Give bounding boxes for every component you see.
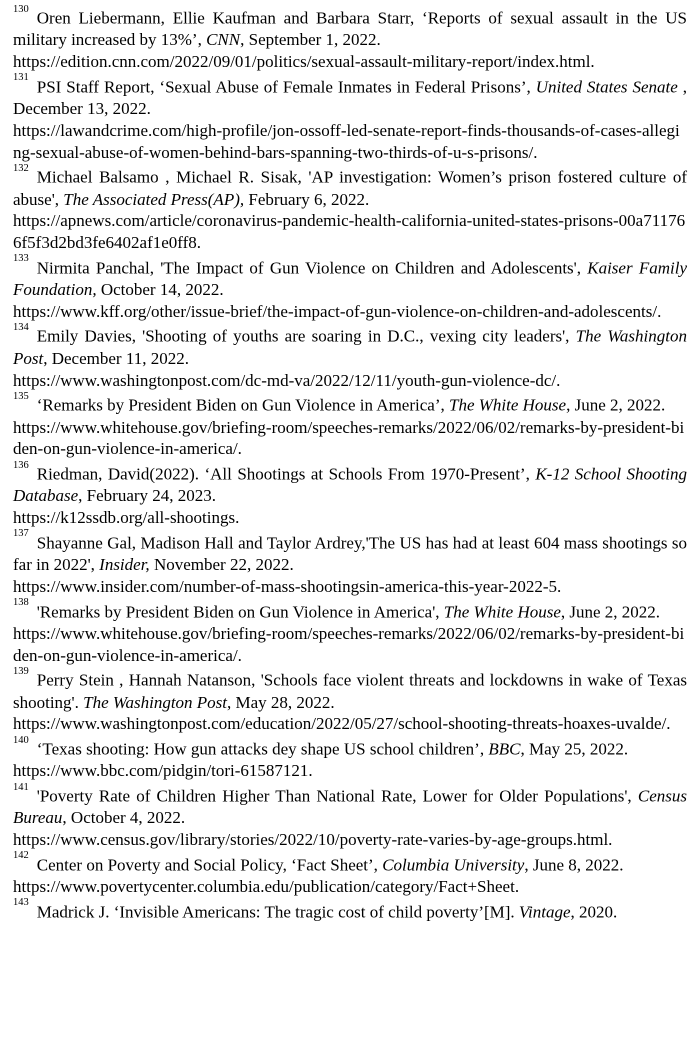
footnote-url: https://lawandcrime.com/high-profile/jon-ossoff-led-senate-report-finds-thousands-of-cases-alleging-sexual-abuse-of-women-behind-bars-spanning-two-thirds-of-u-s-prisons/. xyxy=(13,120,680,162)
citation-text: , May 25, 2022. xyxy=(520,739,629,759)
footnote-url: https://www.whitehouse.gov/briefing-room/speeches-remarks/2022/06/02/remarks-by-president-biden-on-gun-violence-in-america/. xyxy=(13,417,685,459)
citation-source-name: Insider, xyxy=(99,555,150,575)
footnote-entry xyxy=(13,73,687,163)
citation-source-name: Columbia University xyxy=(382,855,525,875)
citation-text: , September 1, 2022. xyxy=(240,30,381,50)
footnote-number: 134 xyxy=(13,321,29,333)
footnote-entry xyxy=(13,460,687,529)
footnote-url: https://apnews.com/article/coronavirus-pandemic-health-california-united-states-prisons-00a711766f5f3d2bd3fe6402af1e0ff8. xyxy=(13,211,686,252)
citation-text: , 2020. xyxy=(570,902,618,922)
citation-text: 'Poverty Rate of Children Higher Than National Rate, Lower for Older Populations', xyxy=(36,786,638,806)
citation-text: , May 28, 2022. xyxy=(227,692,335,712)
footnote-url: https://www.census.gov/library/stories/2022/10/poverty-rate-varies-by-age-groups.html. xyxy=(13,830,613,850)
citation-source-name: United States Senate xyxy=(535,77,678,97)
footnote-text xyxy=(13,322,687,369)
citation-source-name: Vintage xyxy=(518,902,571,922)
footnote-url: https://www.povertycenter.columbia.edu/publication/category/Fact+Sheet. xyxy=(13,877,520,897)
citation-source-name: Kaiser Family Foundation, xyxy=(13,258,687,300)
footnote-url: https://www.insider.com/number-of-mass-shootingsin-america-this-year-2022-5. xyxy=(13,576,562,596)
citation-text: Nirmita Panchal, 'The Impact of Gun Violence on Children and Adolescents', xyxy=(36,258,588,278)
citation-source-name: The Washington Post xyxy=(13,327,687,368)
footnote-text xyxy=(13,4,687,51)
footnote-text xyxy=(13,529,687,576)
footnote-url: https://www.washingtonpost.com/education/2022/05/27/school-shooting-threats-hoaxes-uvalde/. xyxy=(13,714,671,734)
footnote-citation xyxy=(13,465,687,506)
citation-text: February 6, 2022. xyxy=(244,189,370,209)
footnote-number: 140 xyxy=(13,734,29,746)
citation-text: ‘Remarks by President Biden on Gun Violence in America’, xyxy=(36,395,449,415)
citation-source-name: CNN xyxy=(206,30,241,50)
footnote-url: https://edition.cnn.com/2022/09/01/politics/sexual-assault-military-report/index.html. xyxy=(13,52,595,72)
footnote-entry xyxy=(13,4,687,73)
footnote-citation xyxy=(13,9,687,50)
footnote-entry xyxy=(13,254,687,323)
footnote-number: 138 xyxy=(13,597,29,609)
citation-text: , October 4, 2022. xyxy=(62,808,186,828)
footnote-citation xyxy=(37,856,624,875)
footnote-text xyxy=(13,73,687,120)
footnote-entry xyxy=(13,851,687,898)
footnote-citation xyxy=(13,77,687,118)
footnote-entry xyxy=(13,598,687,667)
citation-text: , June 2, 2022. xyxy=(566,395,666,415)
citation-text: , December 13, 2022. xyxy=(13,77,687,119)
footnote-url: https://www.washingtonpost.com/dc-md-va/2022/12/11/youth-gun-violence-dc/. xyxy=(13,370,561,390)
footnote-citation xyxy=(13,671,687,712)
citation-text: Emily Davies, 'Shooting of youths are soaring in D.C., vexing city leaders', xyxy=(36,327,576,347)
footnote-entry xyxy=(13,898,687,923)
footnote-number: 130 xyxy=(13,3,29,15)
footnote-entry xyxy=(13,322,687,391)
footnote-entry xyxy=(13,529,687,598)
citation-text: , June 2, 2022. xyxy=(560,602,661,622)
footnote-number: 135 xyxy=(13,390,29,402)
citation-source-name: BBC xyxy=(488,739,521,759)
footnote-text xyxy=(13,391,687,416)
footnote-citation xyxy=(13,258,687,299)
footnote-url: https://www.kff.org/other/issue-brief/the-impact-of-gun-violence-on-children-and-adolescents/. xyxy=(13,301,662,321)
footnote-citation xyxy=(13,168,687,209)
citation-text: Perry Stein , Hannah Natanson, 'Schools face violent threats and lockdowns in wake of Texas shooting'. xyxy=(13,670,687,712)
footnote-text xyxy=(13,898,687,923)
citation-source-name: The Associated Press(AP), xyxy=(63,189,245,209)
citation-text: PSI Staff Report, ‘Sexual Abuse of Female Inmates in Federal Prisons’, xyxy=(36,77,536,97)
citation-text: , February 24, 2023. xyxy=(78,486,217,506)
citation-text: ‘Texas shooting: How gun attacks dey shape US school children’, xyxy=(36,739,489,759)
citation-text: , December 11, 2022. xyxy=(43,348,189,368)
footnote-url: https://www.bbc.com/pidgin/tori-61587121. xyxy=(13,761,313,781)
footnote-url: https://www.whitehouse.gov/briefing-room/speeches-remarks/2022/06/02/remarks-by-president-biden-on-gun-violence-in-america/. xyxy=(13,623,685,665)
citation-source-name: The White House xyxy=(449,395,567,415)
citation-source-name: Census Bureau xyxy=(13,786,687,828)
citation-text: Riedman, David(2022). ‘All Shootings at Schools From 1970-Present’, xyxy=(36,464,536,484)
citation-text: Madrick J. ‘Invisible Americans: The tragic cost of child poverty’[M]. xyxy=(36,902,519,922)
citation-text: November 22, 2022. xyxy=(149,555,294,575)
citation-source-name: The Washington Post xyxy=(83,692,228,712)
footnote-text xyxy=(13,851,687,876)
footnote-number: 139 xyxy=(13,665,29,677)
footnote-number: 142 xyxy=(13,850,29,862)
footnotes-list xyxy=(13,4,687,923)
citation-text: Center on Poverty and Social Policy, ‘Fact Sheet’, xyxy=(36,855,383,875)
footnote-text xyxy=(13,598,687,623)
footnote-number: 143 xyxy=(13,897,29,909)
citation-source-name: The White House xyxy=(443,602,561,622)
footnote-number: 137 xyxy=(13,528,29,540)
footnote-entry xyxy=(13,391,687,460)
footnote-citation xyxy=(37,396,666,415)
citation-text: Michael Balsamo , Michael R. Sisak, 'AP investigation: Women’s prison fostered culture of abuse', xyxy=(13,167,687,209)
footnote-citation xyxy=(37,602,660,621)
citation-text: 'Remarks by President Biden on Gun Violence in America', xyxy=(36,602,444,622)
footnote-citation xyxy=(13,327,687,368)
footnote-entry xyxy=(13,666,687,735)
footnote-number: 132 xyxy=(13,162,29,174)
footnote-text xyxy=(13,460,687,507)
citation-text: , June 8, 2022. xyxy=(524,855,624,875)
footnote-text xyxy=(13,254,687,301)
footnote-text xyxy=(13,666,687,713)
citation-text: Oren Liebermann, Ellie Kaufman and Barbara Starr, ‘Reports of sexual assault in the US military increased by 13%’, xyxy=(13,8,687,50)
footnote-number: 133 xyxy=(13,253,29,265)
footnote-url: https://k12ssdb.org/all-shootings. xyxy=(13,508,240,528)
footnote-citation xyxy=(37,740,628,759)
footnote-entry xyxy=(13,163,687,253)
footnote-number: 136 xyxy=(13,459,29,471)
footnote-number: 141 xyxy=(13,781,29,793)
citation-text: Shayanne Gal, Madison Hall and Taylor Ardrey,'The US has had at least 604 mass shootings so far in 2022', xyxy=(13,533,687,575)
footnote-text xyxy=(13,735,687,760)
citation-text: October 14, 2022. xyxy=(96,280,224,300)
footnote-number: 131 xyxy=(13,72,29,84)
footnote-text xyxy=(13,782,687,829)
footnote-entry xyxy=(13,735,687,782)
citation-source-name: K-12 School Shooting Database xyxy=(13,464,687,506)
footnote-text xyxy=(13,163,687,210)
footnote-citation xyxy=(13,533,687,574)
footnote-citation xyxy=(13,787,687,828)
footnote-entry xyxy=(13,782,687,851)
footnote-citation xyxy=(37,903,618,922)
